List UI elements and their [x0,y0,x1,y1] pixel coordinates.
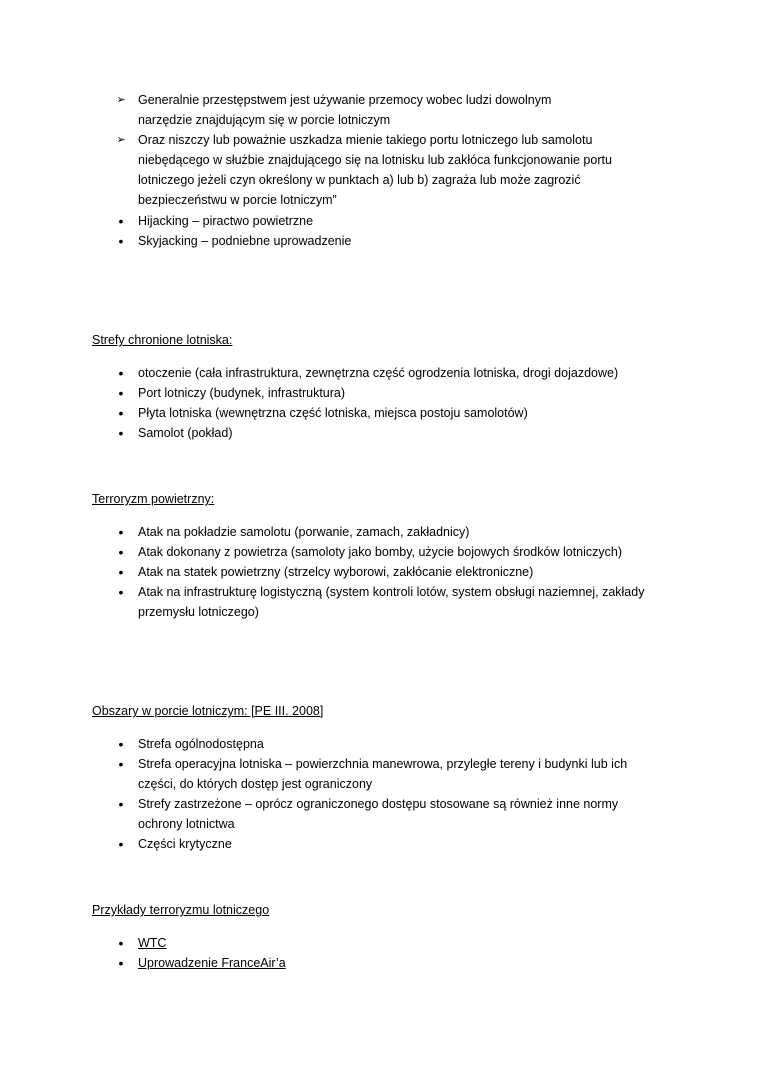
terroryzm-list [92,522,672,622]
list-item-text: Atak dokonany z powietrza (samoloty jako bomby, użycie bojowych środków lotniczych) [138,545,623,559]
section-heading-przyklady: Przykłady terroryzmu lotniczego [92,903,270,917]
arrow-bullet-icon: ➢ [116,94,126,106]
bullet-icon: • [118,233,124,249]
arrow-list-item [92,130,638,210]
strefy-list [92,363,672,443]
list-item [92,383,672,403]
bullet-icon: • [118,544,124,560]
bullet-icon: • [118,584,124,600]
list-item [92,834,672,854]
list-item [92,522,672,542]
list-item-text: Uprowadzenie FranceAir’a [138,956,286,970]
przyklady-list [92,933,672,973]
list-item-text: Hijacking – piractwo powietrzne [138,214,314,228]
list-item-text: Atak na pokładzie samolotu (porwanie, zamach, zakładnicy) [138,525,470,539]
intro-bullet-list [92,211,672,251]
list-item [92,363,672,383]
list-item [92,403,672,423]
bullet-icon: • [118,213,124,229]
list-item-text: Atak na infrastrukturę logistyczną (system kontroli lotów, system obsługi naziemnej, zakłady przemysłu lotniczego) [138,585,645,619]
list-item-text: Skyjacking – podniebne uprowadzenie [138,234,352,248]
bullet-icon: • [118,796,124,812]
bullet-icon: • [118,564,124,580]
list-item-text: Strefa ogólnodostępna [138,737,264,751]
arrow-list-item [92,90,608,130]
arrow-bullet-icon: ➢ [116,134,126,146]
list-item [92,754,658,794]
list-item [92,231,672,251]
list-item [92,794,648,834]
list-item [92,211,672,231]
list-item-text: Samolot (pokład) [138,426,233,440]
bullet-icon: • [118,736,124,752]
bullet-icon: • [118,405,124,421]
list-item [92,933,672,953]
section-heading-terroryzm: Terroryzm powietrzny: [92,492,215,506]
obszary-list [92,734,672,854]
list-item-text: Płyta lotniska (wewnętrzna część lotniska, miejsca postoju samolotów) [138,406,528,420]
arrow-list [92,90,652,210]
bullet-icon: • [118,365,124,381]
list-item [92,542,672,562]
list-item [92,734,672,754]
list-item [92,582,678,622]
list-item-text: Strefy zastrzeżone – oprócz ograniczonego dostępu stosowane są również inne normy ochrony lotnictwa [138,797,619,831]
section-heading-strefy: Strefy chronione lotniska: [92,333,233,347]
list-item-text: Części krytyczne [138,837,232,851]
list-item [92,423,672,443]
bullet-icon: • [118,385,124,401]
list-item-text: Atak na statek powietrzny (strzelcy wyborowi, zakłócanie elektroniczne) [138,565,534,579]
bullet-icon: • [118,955,124,971]
bullet-icon: • [118,425,124,441]
arrow-item-text: Generalnie przestępstwem jest używanie przemocy wobec ludzi dowolnym narzędzie znajdującym się w porcie lotniczym [138,93,552,127]
list-item-text: WTC [138,936,167,950]
arrow-item-text: Oraz niszczy lub poważnie uszkadza mienie takiego portu lotniczego lub samolotu niebędącego w służbie znajdującego się na lotnisku lub zakłóca funkcjonowanie portu lotniczego jeżeli czyn określony w punktach a) lub b) zagraża lub może zagrozić bezpieczeństwu w porcie lotniczym” [138,133,612,207]
bullet-icon: • [118,524,124,540]
bullet-icon: • [118,756,124,772]
list-item-text: Port lotniczy (budynek, infrastruktura) [138,386,346,400]
bullet-icon: • [118,935,124,951]
list-item-text: otoczenie (cała infrastruktura, zewnętrzna część ogrodzenia lotniska, drogi dojazdowe) [138,366,619,380]
list-item [92,953,672,973]
bullet-icon: • [118,836,124,852]
section-heading-obszary: Obszary w porcie lotniczym: [PE III. 2008] [92,704,324,718]
list-item-text: Strefa operacyjna lotniska – powierzchnia manewrowa, przyległe tereny i budynki lub ich części, do których dostęp jest ograniczony [138,757,628,791]
list-item [92,562,672,582]
